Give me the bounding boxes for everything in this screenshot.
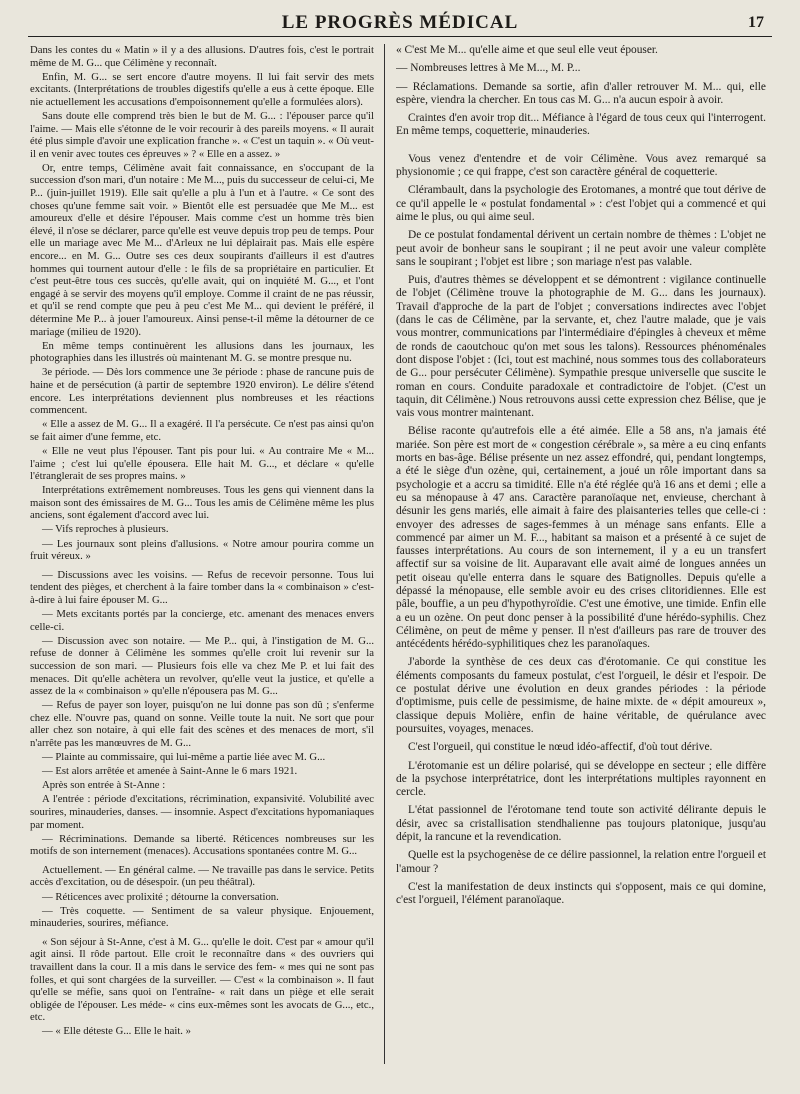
journal-title: LE PROGRÈS MÉDICAL bbox=[281, 12, 519, 33]
paragraph: J'aborde la synthèse de ces deux cas d'érotomanie. Ce qui constitue les éléments composants du fameux postulat, c'est l'orgueil, le désir et l'espoir. De ce postulat dérive une évolution en deux grandes périodes : la période d'optimisme, puis celle de pessimisme, de haine mixte. de « dépit amoureux », classique depuis Molière, enfin de haine véritable, de quérulance avec poursuites, voyages, menaces. bbox=[396, 656, 766, 735]
paragraph: « Son séjour à St-Anne, c'est à M. G... qu'elle le doit. C'est par « amour qu'il agit ainsi. Il rôde partout. Elle croit le reconnaître dans « des ouvriers qui travaillent dans la cour. Il a mis dans le service des fem- « mes qui ne sont pas folles, et qui sont chargées de la surveiller. — C'est « la combinaison ». Il faut qu'elle se méfie, sans quoi on l'entraîne- « rait dans un piège et elle serait obligée de l'épouser. Les méde- « cins eux-mêmes sont les avocats de G..., etc., etc. bbox=[30, 935, 374, 1024]
paragraph: — Refus de payer son loyer, puisqu'on ne lui donne pas son dû ; s'enferme chez elle. N'ouvre pas, quand on sonne. Veille toute la nuit. Ne sort que pour aller chez son notaire, à qui elle fait des scènes et des menaces de mort, s'il n'arrête pas les manœuvres de M. G... bbox=[30, 699, 374, 749]
paragraph: « C'est Me M... qu'elle aime et que seul elle veut épouser. bbox=[396, 44, 658, 56]
paragraph: — Vifs reproches à plusieurs. bbox=[42, 523, 169, 536]
paragraph: — Nombreuses lettres à Me M..., M. P... bbox=[396, 62, 581, 75]
paragraph: « Elle a assez de M. G... Il a exagéré. Il l'a persécute. Ce n'est pas ainsi qu'on se fait aimer d'une femme, etc. bbox=[30, 418, 374, 443]
paragraph: Or, entre temps, Célimène avait fait connaissance, en s'occupant de la succession d'son mari, d'un notaire : Me M..., puis du successeur de celui-ci, Me P... (juin-juillet 1919). Elle sait qu'elle a plu à l'un et à l'autre. « Ce sont des choses qu'une femme sait voir. » Bientôt elle est persuadée que Me M... est amoureux d'elle et désire l'épouser. Mais comme c'est un homme très bien élevé, il n'ose se déclarer, parce qu'elle est veuve depuis trop peu de temps. Pour elle un mariage avec Me M... d'Arleux ne lui déplairait pas. Mais elle espère encore... en M. G... Outre ses ces deux soupirants d'ailleurs il est d'autres hommes qui tournent autour d'elle : le fils de sa propriétaire en particulier. Et c'est peut-être tous ces succès, qu'elle avait, qui on inquiété M. G..., et l'ont engagé à se servir des moyens qu'il employe. Comme il craint de ne pas réussir, et qu'il se rend compte que peu à peu c'est Me M... qui devient le préféré, il détermine Me P... à jouer l'amoureux. Ainsi pense-t-il même la détourner de ce mariage (milieu de 1920). bbox=[30, 161, 374, 338]
paragraph: — « Elle déteste G... Elle le hait. » bbox=[42, 1025, 191, 1038]
paragraph: En même temps continuèrent les allusions dans les journaux, les photographies dans les illustrés où maintenant M. G. se montre presque nu. bbox=[30, 339, 374, 365]
paragraph: Dans les contes du « Matin » il y a des allusions. D'autres fois, c'est le portrait même de M. G... que Célimène y reconnaît. bbox=[30, 44, 374, 69]
left-column bbox=[30, 44, 374, 1084]
paragraph: 3e période. — Dès lors commence une 3e période : phase de rancune puis de haine et de persécution (à partir de septembre 1920 environ). Le délire s'étend encore. Les interprétations deviennent plus nombreuses et les réactions commencent. bbox=[30, 366, 374, 417]
paragraph: A l'entrée : période d'excitations, récrimination, expansivité. Volubilité avec sourires, minauderies, danses. — insomnie. Aspect d'excitations hypomaniaques par moment. bbox=[30, 793, 374, 831]
paragraph: Interprétations extrêmement nombreuses. Tous les gens qui viennent dans la maison sont des émissaires de M. G... Tous les amis de Célimène même les plus anciens, sont également d'accord avec lui. bbox=[30, 484, 374, 522]
paragraph: De ce postulat fondamental dérivent un certain nombre de thèmes : L'objet ne peut avoir de bonheur sans le soupirant ; il ne peut avoir une valeur complète sans le soupirant ; l'objet est libre ; son mariage n'est pas valable. bbox=[396, 229, 766, 268]
paragraph: Craintes d'en avoir trop dit... Méfiance à l'égard de tous ceux qui l'interrogent. En même temps, coquetterie, minauderies. bbox=[396, 112, 766, 138]
paragraph: Quelle est la psychogenèse de ce délire passionnel, la relation entre l'orgueil et l'amour ? bbox=[396, 849, 766, 875]
paragraph: Bélise raconte qu'autrefois elle a été aimée. Elle a 58 ans, n'a jamais été mariée. Son père est mort de « congestion cérébrale », sa mère a eu cinq enfants morts en bas-âge. Bélise présente un nez assez effondré, qui, pendant longtemps, a été le siège d'un ozène, qui, certainement, a joué un rôle important dans sa psychologie et a accru sa timidité. Elle n'a été réglée qu'à 16 ans et demi ; elle a eu sa ménopause à 47 ans. Caractère paranoïaque net, envieuse, cherchant à désunir les gens mariés, elle aimait à faire des plaisanteries telles que celle-ci : envoyer des adresses de sages-femmes à un ménage sans enfants. Elle a commencé par aimer un M. F..., habitant sa maison et a présenté à ce sujet de fausses interprétations. Au cours de son internement, il y a eu un transfert affectif sur sa voisine de lit. Auparavant elle avait aimé de longues années un petit oiseau qu'elle enterra dans le square des Batignolles. Depuis qu'elle a dépassé la ménopause, elle semble avoir eu des crises clitoridiennes. Elle est pâle, bouffie, a un peu d'hypothyroïdie. C'est une émotive, une timide. Enfin elle a eu un ozène. On peut donc penser à la possibilité d'une hérédo-syphilis. Chez Célimène, on peut de même y penser. Il n'est d'ailleurs pas rare de trouver des antécédents hérédo-syphilitiques chez les paranoïaques. bbox=[396, 425, 766, 651]
paragraph: L'érotomanie est un délire polarisé, qui se développe en secteur ; elle diffère de la psychose interprétatrice, dont les interprétations multiples rayonnent en cercle. bbox=[396, 759, 766, 799]
paragraph: Puis, d'autres thèmes se développent et se démontrent : vigilance continuelle de l'objet (Célimène trouve la photographie de M. G... dans les journaux). Travail d'approche de la part de l'objet ; conversations indirectes avec l'objet (dans le cas de Célimène, par la servante, et, chez l'autre malade, que je vais vous montrer, communications par l'intermédiaire d'épingles à cheveux et même de ronds de caoutchouc qu'on met sous les talons). Ressources phénoménales dont dispose l'objet : (Ici, tout est machiné, nous sommes tous des collaborateurs de G... pour persécuter Célimène). Sympathie presque universelle que suscite le roman en cours. Conduite paradoxale et contradictoire de l'objet. (C'est un taquin, dit Célimène.) Nous retrouvons aussi cette expression chez Bélise, que je vais vous montrer maintenant. bbox=[396, 274, 766, 420]
paragraph: Sans doute elle comprend très bien le but de M. G... : l'épouser parce qu'il l'aime. — Mais elle s'étonne de le voir recourir à des pareils moyens. « Il aurait été plus simple d'avoir une explication franche ». « C'est un taquin ». « Où veut-il en venir avec toutes ces épreuves » ? « Elle en a assez. » bbox=[30, 109, 374, 160]
paragraph: — Les journaux sont pleins d'allusions. « Notre amour pourira comme un fruit véreux. » bbox=[30, 537, 374, 563]
paragraph: — Récriminations. Demande sa liberté. Réticences nombreuses sur les motifs de son internement (menaces). Accusations spontanées contre M. G... bbox=[30, 832, 374, 858]
paragraph: — Discussions avec les voisins. — Refus de recevoir personne. Tous lui tendent des pièges, et cherchent à la faire tomber dans la « combinaison » c'est-à-dire à lui faire épouser M. G... bbox=[30, 568, 374, 606]
right-column bbox=[396, 44, 766, 1084]
paragraph: Enfin, M. G... se sert encore d'autre moyens. Il lui fait servir des mets excitants. (Interprétations de troubles digestifs qu'elle a eus à cette époque. Elle nie actuellement les accusations d'empoisonnement qu'elle a formulées alors). bbox=[30, 70, 374, 108]
paragraph: Actuellement. — En général calme. — Ne travaille pas dans le service. Petits accès d'excitation, ou de désespoir. (un peu théâtral). bbox=[30, 863, 374, 889]
page-number: 17 bbox=[748, 14, 764, 31]
paragraph: — Réclamations. Demande sa sortie, afin d'aller retrouver M. M... qui, elle espère, viendra la chercher. En tous cas M. G... n'a aucun espoir à avoir. bbox=[396, 80, 766, 106]
paragraph: C'est l'orgueil, qui constitue le nœud idéo-affectif, d'où tout dérive. bbox=[408, 741, 713, 754]
paragraph: — Est alors arrêtée et amenée à Saint-Anne le 6 mars 1921. bbox=[42, 765, 298, 778]
column-divider bbox=[384, 44, 385, 1064]
page-header bbox=[28, 10, 772, 37]
paragraph: — Discussion avec son notaire. — Me P... qui, à l'instigation de M. G... refuse de donner à Célimène les sommes qu'elle croit lui revenir sur la succession de son mari. — Plusieurs fois elle va chez Me P. et lui fait des menaces. Dit qu'elle achètera un revolver, qu'elle veut la justice, et qu'elle a assez de la « combinaison » qu'elle n'épousera pas M. G... bbox=[30, 634, 374, 698]
paragraph: L'état passionnel de l'érotomane tend toute son activité délirante depuis le désir, avec sa cristallisation stendhalienne pas toujours platonique, jusqu'au dépit, la rancune et la revendication. bbox=[396, 804, 766, 844]
paragraph: Vous venez d'entendre et de voir Célimène. Vous avez remarqué sa physionomie ; ce qui frappe, c'est son caractère général de coquetterie. bbox=[396, 152, 766, 179]
paragraph: — Réticences avec prolixité ; détourne la conversation. bbox=[42, 890, 279, 903]
paragraph: — Très coquette. — Sentiment de sa valeur physique. Enjouement, minauderies, sourires, méfiance. bbox=[30, 904, 374, 930]
paragraph: Clérambault, dans la psychologie des Erotomanes, a montré que tout dérive de ce qu'il appelle le « postulat fondamental » : c'est l'objet qui a commencé et qui aime le plus, ou qui aime seul. bbox=[396, 184, 766, 223]
paragraph: « Elle ne veut plus l'épouser. Tant pis pour lui. « Au contraire Me « M... l'aime ; c'est lui qu'elle épousera. Elle hait M. G..., et déclare « qu'elle l'étranglerait de ses propres mains. » bbox=[30, 444, 374, 483]
paragraph: — Mets excitants portés par la concierge, etc. amenant des menaces envers celle-ci. bbox=[30, 608, 374, 633]
paragraph: C'est la manifestation de deux instincts qui s'opposent, mais ce qui domine, c'est l'orgueil, l'élément paranoïaque. bbox=[396, 880, 766, 907]
paragraph: — Plainte au commissaire, qui lui-même a partie liée avec M. G... bbox=[42, 751, 326, 764]
paragraph: Après son entrée à St-Anne : bbox=[42, 779, 166, 792]
